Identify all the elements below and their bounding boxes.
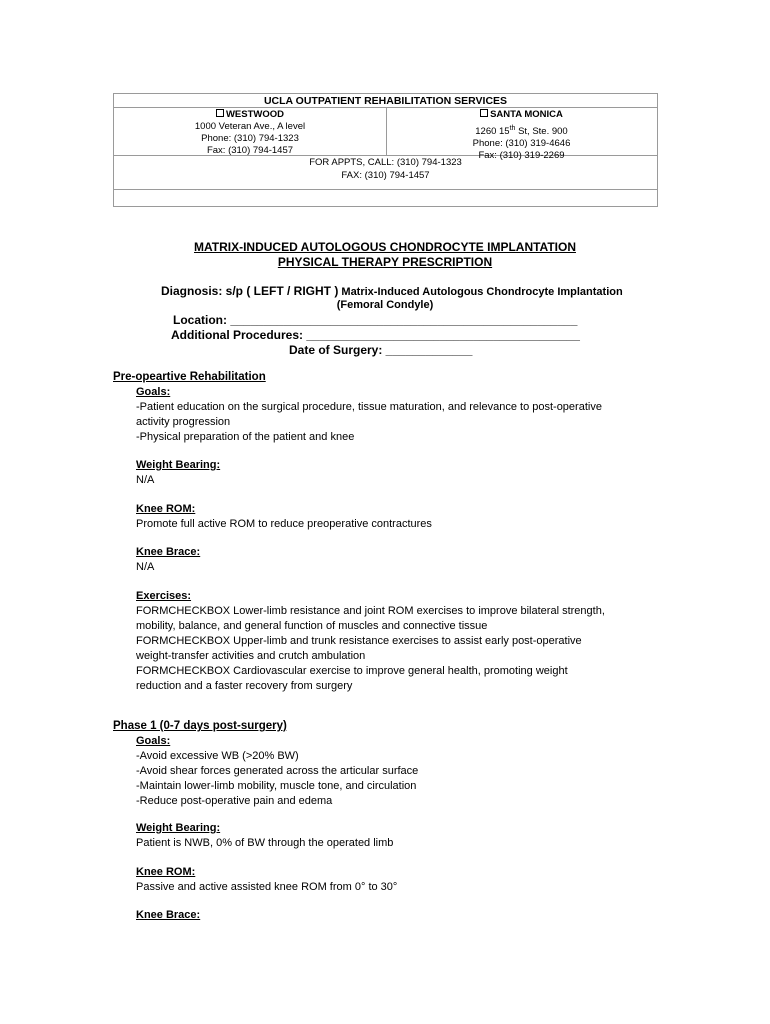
preop-brace-heading: Knee Brace: (136, 546, 201, 558)
westwood-address: 1000 Veteran Ave., A level (194, 121, 306, 132)
exercise-line: FORMCHECKBOX Cardiovascular exercise to improve general health, promoting weight (136, 665, 568, 677)
checkbox-icon (480, 109, 488, 117)
exercise-line: FORMCHECKBOX Upper-limb and trunk resistance exercises to assist early post-operative (136, 635, 582, 647)
santa-monica-name: SANTA MONICA (490, 109, 563, 120)
preop-knee-brace (136, 545, 656, 575)
phase1-goal: -Avoid excessive WB (>20% BW) (136, 750, 299, 762)
preop-wb-heading: Weight Bearing: (136, 459, 221, 471)
diagnosis-line: Diagnosis: s/p ( LEFT / RIGHT ) Matrix-Induced Autologous Chondrocyte Implantation (161, 284, 623, 298)
preop-goals-heading: Goals: (136, 386, 171, 398)
exercise-line: reduction and a faster recovery from surgery (136, 680, 353, 692)
location-field: Location: ____________________________________________________ (173, 313, 578, 327)
clinic-locations (114, 108, 657, 162)
exercise-line: mobility, balance, and general function of muscles and connective tissue (136, 620, 488, 632)
preop-rom-heading: Knee ROM: (136, 503, 196, 515)
checkbox-icon (216, 109, 224, 117)
preop-brace-value: N/A (136, 561, 155, 573)
appointments-fax: FAX: (310) 794-1457 (341, 170, 430, 181)
additional-procedures-field: Additional Procedures: _________________________________________ (171, 328, 580, 342)
phase1-goal: -Avoid shear forces generated across the articular surface (136, 765, 419, 777)
document-title: MATRIX-INDUCED AUTOLOGOUS CHONDROCYTE IMPLANTATION (194, 240, 576, 254)
phase1-knee-rom (136, 865, 656, 895)
exercise-line: weight-transfer activities and crutch ambulation (136, 650, 366, 662)
empty-row (114, 190, 657, 207)
preop-exercises-heading: Exercises: (136, 590, 192, 602)
date-of-surgery-field: Date of Surgery: _____________ (289, 343, 473, 357)
westwood-location (114, 108, 387, 155)
phase1-weight-bearing (136, 821, 656, 851)
phase1-wb-heading: Weight Bearing: (136, 822, 221, 834)
phase1-goals (136, 734, 656, 809)
westwood-phone: Phone: (310) 794-1323 (201, 133, 299, 144)
exercise-line: FORMCHECKBOX Lower-limb resistance and joint ROM exercises to improve bilateral strength, (136, 605, 605, 617)
santa-monica-phone: Phone: (310) 319-4646 (472, 138, 571, 150)
preop-wb-value: N/A (136, 474, 155, 486)
preop-goal-1: -Patient education on the surgical procedure, tissue maturation, and relevance to post-operative (136, 401, 602, 413)
preop-goal-1-cont: activity progression (136, 416, 231, 428)
preop-goals (136, 385, 656, 445)
preop-knee-rom (136, 502, 656, 532)
clinic-header-table (113, 93, 658, 207)
santa-monica-address: 1260 15th St, Ste. 900 (475, 125, 568, 138)
phase1-goal: -Reduce post-operative pain and edema (136, 795, 333, 807)
diagnosis-line-2: (Femoral Condyle) (336, 299, 434, 311)
phase1-rom-value: Passive and active assisted knee ROM from 0° to 30° (136, 881, 398, 893)
phase1-knee-brace (136, 908, 656, 923)
appointments-info (114, 156, 657, 190)
phase1-goal: -Maintain lower-limb mobility, muscle tone, and circulation (136, 780, 417, 792)
phase1-heading: Phase 1 (0-7 days post-surgery) (113, 720, 287, 732)
preop-goal-2: -Physical preparation of the patient and knee (136, 431, 355, 443)
westwood-fax: Fax: (310) 794-1457 (206, 145, 294, 156)
preop-weight-bearing (136, 458, 656, 488)
preop-rom-value: Promote full active ROM to reduce preoperative contractures (136, 518, 432, 530)
phase1-brace-heading: Knee Brace: (136, 909, 201, 921)
document-subtitle: PHYSICAL THERAPY PRESCRIPTION (277, 255, 493, 269)
phase1-rom-heading: Knee ROM: (136, 866, 196, 878)
phase1-goals-heading: Goals: (136, 735, 171, 747)
westwood-name: WESTWOOD (225, 109, 285, 120)
preop-exercises (136, 589, 656, 694)
appointments-phone: FOR APPTS, CALL: (310) 794-1323 (309, 157, 462, 168)
santa-monica-location (386, 108, 657, 162)
phase1-wb-value: Patient is NWB, 0% of BW through the operated limb (136, 837, 394, 849)
preop-heading: Pre-opeartive Rehabilitation (113, 371, 266, 383)
clinic-title: UCLA OUTPATIENT REHABILITATION SERVICES (114, 94, 657, 108)
santa-monica-fax: Fax: (310) 319-2269 (478, 150, 565, 162)
